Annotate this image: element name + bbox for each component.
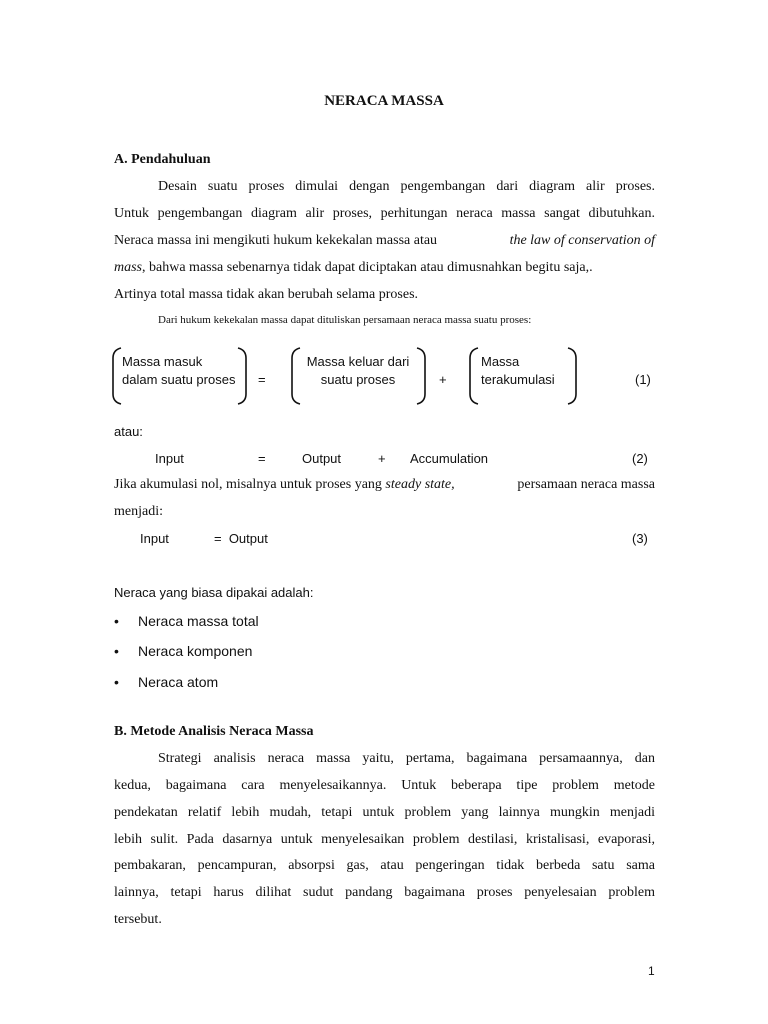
parab-line7: tersebut. [114, 912, 162, 927]
eq2-input: Input [155, 451, 184, 466]
list-item-label: Neraca komponen [138, 643, 253, 659]
eq2-plus: + [378, 451, 386, 466]
parab-line5: pembakaran, pencampuran, absorpsi gas, atau pengeringan tidak berbeda satu sama [114, 858, 655, 873]
box1-line1: Massa masuk [122, 354, 203, 369]
para1-line2: Untuk pengembangan diagram alir proses, perhitungan neraca massa sangat dibutuhkan. [114, 206, 655, 221]
parab-line6: lainnya, tetapi harus dilihat sudut pandang bagaimana proses penyelesaian problem [114, 885, 655, 900]
box1-right-bracket [238, 348, 246, 404]
bullet-icon: • [114, 643, 119, 659]
eq2-accumulation: Accumulation [410, 451, 489, 466]
equation-note: Dari hukum kekekalan massa dapat dituliskan persamaan neraca massa suatu proses: [158, 314, 532, 326]
eq1-equals: = [258, 372, 266, 387]
section-a-heading: A. Pendahuluan [114, 152, 211, 167]
steady-text-1: Jika akumulasi nol, misalnya untuk proses yang [114, 477, 386, 492]
eq3-input: Input [140, 531, 169, 546]
section-b-heading: B. Metode Analisis Neraca Massa [114, 724, 314, 739]
steady-text-2: persamaan neraca massa [513, 477, 655, 492]
equation3-number: (3) [632, 531, 648, 546]
parab-line4: lebih sulit. Pada dasarnya untuk menyelesaikan problem destilasi, kristalisasi, evaporasi, [114, 832, 655, 847]
box2-line2: suatu proses [320, 372, 396, 387]
list-item-label: Neraca massa total [138, 613, 259, 629]
eq2-equals: = [258, 451, 266, 466]
box2-line1: Massa keluar dari [306, 354, 410, 369]
parab-line2: kedua, bagaimana cara menyelesaikannya. Untuk beberapa tipe problem metode [114, 778, 655, 793]
eq1-plus: + [439, 372, 447, 387]
box3-left-bracket [470, 348, 478, 404]
atau-label: atau: [114, 424, 143, 439]
list-item [114, 643, 252, 659]
box3-line2: terakumulasi [481, 372, 555, 387]
box3-line1: Massa [481, 354, 520, 369]
list-intro: Neraca yang biasa dipakai adalah: [114, 585, 314, 600]
bullet-icon: • [114, 613, 119, 629]
box2-right-bracket [417, 348, 425, 404]
list-item [114, 613, 259, 629]
box3-right-bracket [568, 348, 576, 404]
para1-line3-italic: the law of conservation of [509, 233, 655, 248]
page-number: 1 [648, 964, 655, 978]
eq3-equals-output: = Output [214, 531, 268, 546]
para1-line4-italic: mass [114, 260, 143, 275]
list-item-label: Neraca atom [138, 674, 219, 690]
box1-line2: dalam suatu proses [122, 372, 236, 387]
steady-line [114, 477, 655, 493]
page-title: NERACA MASSA [324, 93, 444, 109]
bullet-icon: • [114, 674, 119, 690]
equation2-number: (2) [632, 451, 648, 466]
box1-left-bracket [113, 348, 121, 404]
parab-line1: Strategi analisis neraca massa yaitu, pertama, bagaimana persamaannya, dan [158, 751, 655, 766]
list-item [114, 674, 218, 690]
menjadi-label: menjadi: [114, 504, 163, 519]
para1-line1: Desain suatu proses dimulai dengan pengembangan dari diagram alir proses. [158, 179, 655, 194]
eq2-output: Output [302, 451, 342, 466]
steady-italic: steady state, [385, 477, 455, 492]
equation1-number: (1) [635, 372, 651, 387]
para1-line3-text: Neraca massa ini mengikuti hukum kekekalan massa atau [114, 233, 438, 248]
parab-line3: pendekatan relatif lebih mudah, tetapi untuk problem yang lainnya mungkin menjadi [114, 805, 655, 820]
para1-line4-text: , bahwa massa sebenarnya tidak dapat diciptakan atau dimusnahkan begitu saja,. [142, 260, 593, 275]
para1-line5: Artinya total massa tidak akan berubah selama proses. [114, 287, 419, 302]
